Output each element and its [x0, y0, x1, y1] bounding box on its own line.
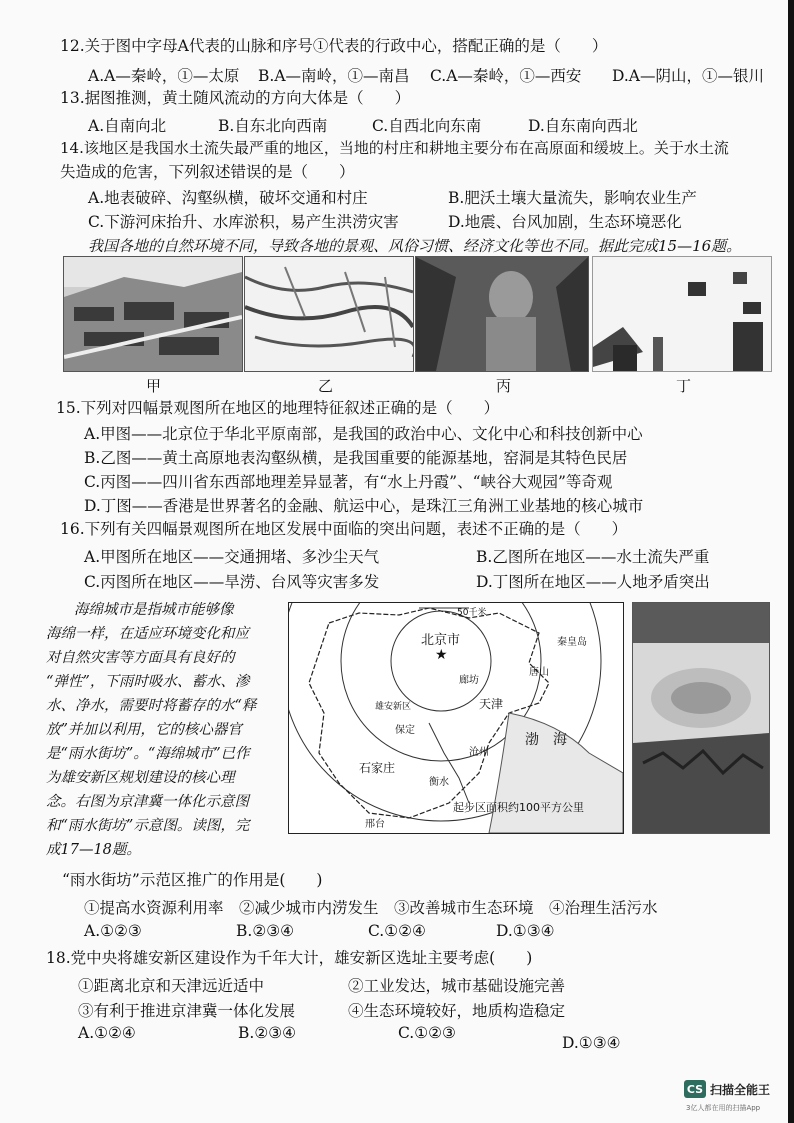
- q17-stem: “雨水街坊”示范区推广的作用是( ): [62, 871, 323, 889]
- q14-option-d: D.地震、台风加剧，生态环境恶化: [448, 213, 682, 231]
- map-scale-label: 50千米: [457, 608, 487, 618]
- q13-option-c: C.自西北向东南: [372, 117, 482, 135]
- photo-bing: [415, 256, 589, 372]
- caption-bing: 丙: [496, 377, 512, 395]
- q12-stem: 12.关于图中字母A代表的山脉和序号①代表的行政中心，搭配正确的是（ ）: [60, 37, 608, 55]
- q14-option-c: C.下游河床抬升、水库淤积，易产生洪涝灾害: [88, 213, 399, 231]
- map-label-qinhuangdao: 秦皇岛: [557, 637, 587, 648]
- intro-line: 为雄安新区规划建设的核心理: [46, 770, 235, 786]
- q12-option-d: D.A—阴山，①—银川: [612, 67, 764, 85]
- q14-stem-line1: 14.该地区是我国水土流失最严重的地区，当地的村庄和耕地主要分布在高原面和缓坡上。关于水土流: [60, 139, 729, 157]
- watermark-subtitle: 3亿人都在用的扫描App: [686, 1104, 761, 1112]
- q14-option-b: B.肥沃土壤大量流失，影响农业生产: [448, 189, 697, 207]
- q13-option-b: B.自东北向西南: [218, 117, 328, 135]
- intro-15-16: 我国各地的自然环境不同，导致各地的景观、风俗习惯、经济文化等也不同。据此完成15—16题。: [88, 237, 742, 255]
- intro-line: 念。右图为京津冀一体化示意图: [46, 794, 249, 810]
- intro-line: 放”并加以利用，它的核心器官: [46, 722, 242, 738]
- map-label-shijiazhuang: 石家庄: [359, 761, 396, 775]
- map-label-xiongan: 雄安新区: [375, 702, 412, 712]
- q14-stem-line2: 失造成的危害，下列叙述错误的是（ ）: [60, 163, 355, 181]
- caption-ding: 丁: [676, 377, 692, 395]
- q17-option-d: D.①③④: [496, 922, 555, 940]
- q18-item-2: ②工业发达，城市基础设施完善: [348, 977, 566, 995]
- q16-option-c: C.丙图所在地区——旱涝、台风等灾害多发: [84, 573, 380, 591]
- intro-line: 海绵城市是指城市能够像: [74, 602, 234, 618]
- map-label-baoding: 保定: [395, 725, 415, 736]
- intro-line: 水、净水，需要时将蓄存的水“释: [46, 698, 257, 714]
- q17-option-b: B.②③④: [236, 922, 295, 940]
- q13-option-d: D.自东南向西北: [528, 117, 638, 135]
- q15-option-d: D.丁图——香港是世界著名的金融、航运中心，是珠江三角洲工业基地的核心城市: [84, 497, 644, 515]
- q16-option-d: D.丁图所在地区——人地矛盾突出: [476, 573, 710, 591]
- q15-option-a: A.甲图——北京位于华北平原南部，是我国的政治中心、文化中心和科技创新中心: [84, 425, 643, 443]
- q13-stem: 13.据图推测，黄土随风流动的方向大体是（ ）: [60, 89, 411, 107]
- q12-option-a: A.A—秦岭，①—太原: [88, 67, 240, 85]
- q16-option-a: A.甲图所在地区——交通拥堵、多沙尘天气: [84, 548, 380, 566]
- map-capital-star-icon: ★: [435, 647, 448, 663]
- caption-jia: 甲: [146, 377, 162, 395]
- map-label-xingtai: 邢台: [365, 819, 385, 830]
- scan-edge: [788, 0, 794, 1123]
- intro-line: 海绵一样，在适应环境变化和应: [46, 626, 249, 642]
- caption-yi: 乙: [318, 377, 334, 395]
- camscanner-watermark: [684, 1080, 770, 1098]
- intro-line: 和“雨水街坊”示意图。读图，完: [46, 818, 250, 834]
- intro-line: 成17—18题。: [46, 842, 141, 858]
- q16-option-b: B.乙图所在地区——水土流失严重: [476, 548, 710, 566]
- watermark-app-name: 扫描全能王: [710, 1082, 771, 1097]
- q14-option-a: A.地表破碎、沟壑纵横，破坏交通和村庄: [88, 189, 368, 207]
- q15-stem: 15.下列对四幅景观图所在地区的地理特征叙述正确的是（ ）: [56, 399, 500, 417]
- map-label-bohai: 渤 海: [525, 732, 567, 748]
- q17-option-a: A.①②③: [84, 922, 142, 940]
- intro-line: “弹性”，下雨时吸水、蓄水、渗: [46, 674, 250, 690]
- map-label-tianjin: 天津: [479, 697, 504, 711]
- q15-option-b: B.乙图——黄土高原地表沟壑纵横，是我国重要的能源基地，窑洞是其特色民居: [84, 449, 628, 467]
- jingjinji-map: [288, 602, 624, 834]
- intro-line: 是“雨水街坊”。“海绵城市”已作: [46, 746, 250, 762]
- q13-option-a: A.自南向北: [88, 117, 167, 135]
- map-note: 起步区面积约100平方公里: [453, 801, 584, 814]
- q12-option-b: B.A—南岭，①—南昌: [258, 67, 410, 85]
- map-label-cangzhou: 沧州: [469, 747, 489, 758]
- camscanner-logo-icon: CS: [684, 1080, 706, 1098]
- q17-items: ①提高水资源利用率 ②减少城市内涝发生 ③改善城市生态环境 ④治理生活污水: [84, 899, 658, 917]
- q18-item-3: ③有利于推进京津冀一体化发展: [78, 1002, 296, 1020]
- q18-option-a: A.①②④: [78, 1024, 136, 1042]
- photo-ding: [592, 256, 772, 372]
- q17-option-c: C.①②④: [368, 922, 426, 940]
- q18-item-4: ④生态环境较好，地质构造稳定: [348, 1002, 566, 1020]
- photo-yi: [244, 256, 414, 372]
- q18-option-c: C.①②③: [398, 1024, 456, 1042]
- q18-stem: 18.党中央将雄安新区建设作为千年大计，雄安新区选址主要考虑( ): [46, 949, 533, 967]
- q18-option-d: D.①③④: [562, 1034, 621, 1052]
- q18-item-1: ①距离北京和天津远近适中: [78, 977, 265, 995]
- q12-option-c: C.A—秦岭，①—西安: [430, 67, 582, 85]
- q16-stem: 16.下列有关四幅景观图所在地区发展中面临的突出问题，表述不正确的是（ ）: [60, 520, 628, 538]
- map-label-hengshui: 衡水: [429, 777, 449, 788]
- photo-jia: [63, 256, 243, 372]
- map-label-tangshan: 唐山: [529, 667, 549, 678]
- q15-option-c: C.丙图——四川省东西部地理差异显著，有“水上丹霞”、“峡谷大观园”等奇观: [84, 473, 613, 491]
- intro-line: 对自然灾害等方面具有良好的: [46, 650, 235, 666]
- q18-option-b: B.②③④: [238, 1024, 297, 1042]
- photo-rain-street: [632, 602, 770, 834]
- map-label-beijing: 北京市: [421, 633, 461, 648]
- map-label-langfang: 廊坊: [459, 675, 479, 686]
